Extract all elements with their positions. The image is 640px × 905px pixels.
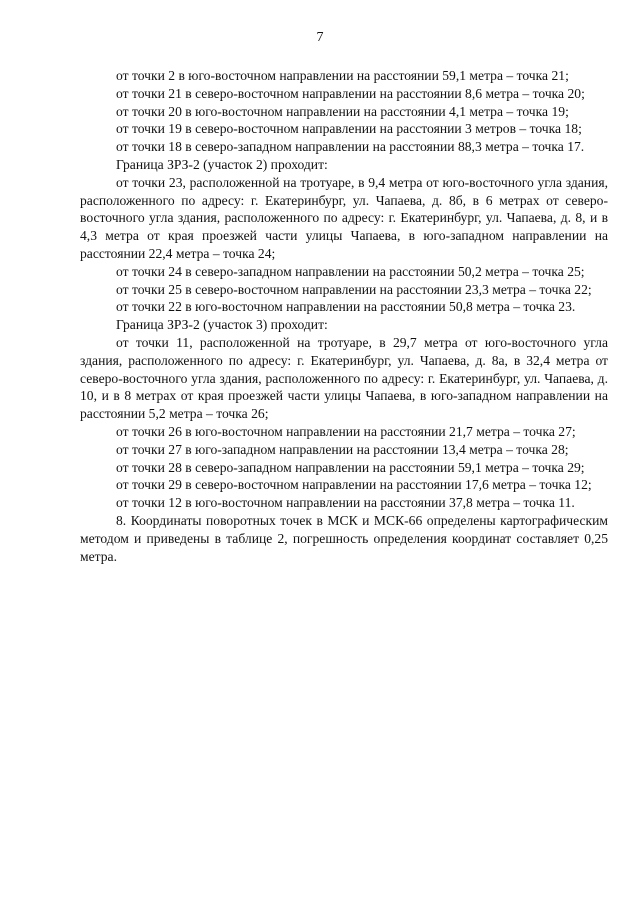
section-heading-zrz2-part3: Граница ЗРЗ-2 (участок 3) проходит:	[116, 317, 328, 333]
paragraph-14: от точки 27 в юго-западном направлении на расстоянии 13,4 метра – точка 28;	[116, 441, 569, 457]
paragraph-3: от точки 20 в юго-восточном направлении на расстоянии 4,1 метра – точка 19;	[116, 103, 569, 119]
paragraph-8: от точки 24 в северо-западном направлении на расстоянии 50,2 метра – точка 25;	[116, 263, 585, 279]
paragraph-1: от точки 2 в юго-восточном направлении на расстоянии 59,1 метра – точка 21;	[116, 68, 569, 83]
document-body	[80, 67, 608, 565]
page-number: 7	[316, 30, 324, 45]
paragraph-13: от точки 26 в юго-восточном направлении на расстоянии 21,7 метра – точка 27;	[116, 423, 576, 439]
paragraph-2: от точки 21 в северо-восточном направлении на расстоянии 8,6 метра – точка 20;	[116, 85, 585, 101]
paragraph-5: от точки 18 в северо-западном направлении на расстоянии 88,3 метра – точка 17.	[116, 139, 585, 155]
section-heading-zrz2-part2: Граница ЗРЗ-2 (участок 2) проходит:	[116, 156, 328, 172]
paragraph-12: от точки 11, расположенной на тротуаре, в 29,7 метра от юго-восточного угла здания, расположенного по адресу: г. Екатеринбург, ул. Чапаева, д. 8а, в 32,4 метра от северо-восточного угла здания, расположенного по адресу: г. Екатеринбург, ул. Чапаева, д. 10, и в 8 метрах от края проезжей части улицы Чапаева, в юго-западном направлении на расстоянии 5,2 метра – точка 26;	[80, 334, 608, 422]
paragraph-16: от точки 29 в северо-восточном направлении на расстоянии 17,6 метра – точка 12;	[116, 477, 592, 493]
paragraph-4: от точки 19 в северо-восточном направлении на расстоянии 3 метров – точка 18;	[116, 121, 582, 137]
paragraph-18-coordinates-note: 8. Координаты поворотных точек в МСК и МСК-66 определены картографическим методом и приведены в таблице 2, погрешность определения координат составляет 0,25 метра.	[80, 512, 608, 564]
paragraph-15: от точки 28 в северо-западном направлении на расстоянии 59,1 метра – точка 29;	[116, 459, 585, 475]
paragraph-9: от точки 25 в северо-восточном направлении на расстоянии 23,3 метра – точка 22;	[116, 281, 592, 297]
paragraph-10: от точки 22 в юго-восточном направлении на расстоянии 50,8 метра – точка 23.	[116, 299, 576, 315]
paragraph-7: от точки 23, расположенной на тротуаре, в 9,4 метра от юго-восточного угла здания, расположенного по адресу: г. Екатеринбург, ул. Чапаева, д. 8б, в 6 метрах от северо-восточного угла здания, расположенного по адресу: г. Екатеринбург, ул. Чапаева, д. 8, и в 4,3 метра от края проезжей части улицы Чапаева, в юго-западном направлении на расстоянии 22,4 метра – точка 24;	[80, 174, 608, 261]
paragraph-17: от точки 12 в юго-восточном направлении на расстоянии 37,8 метра – точка 11.	[116, 495, 575, 511]
